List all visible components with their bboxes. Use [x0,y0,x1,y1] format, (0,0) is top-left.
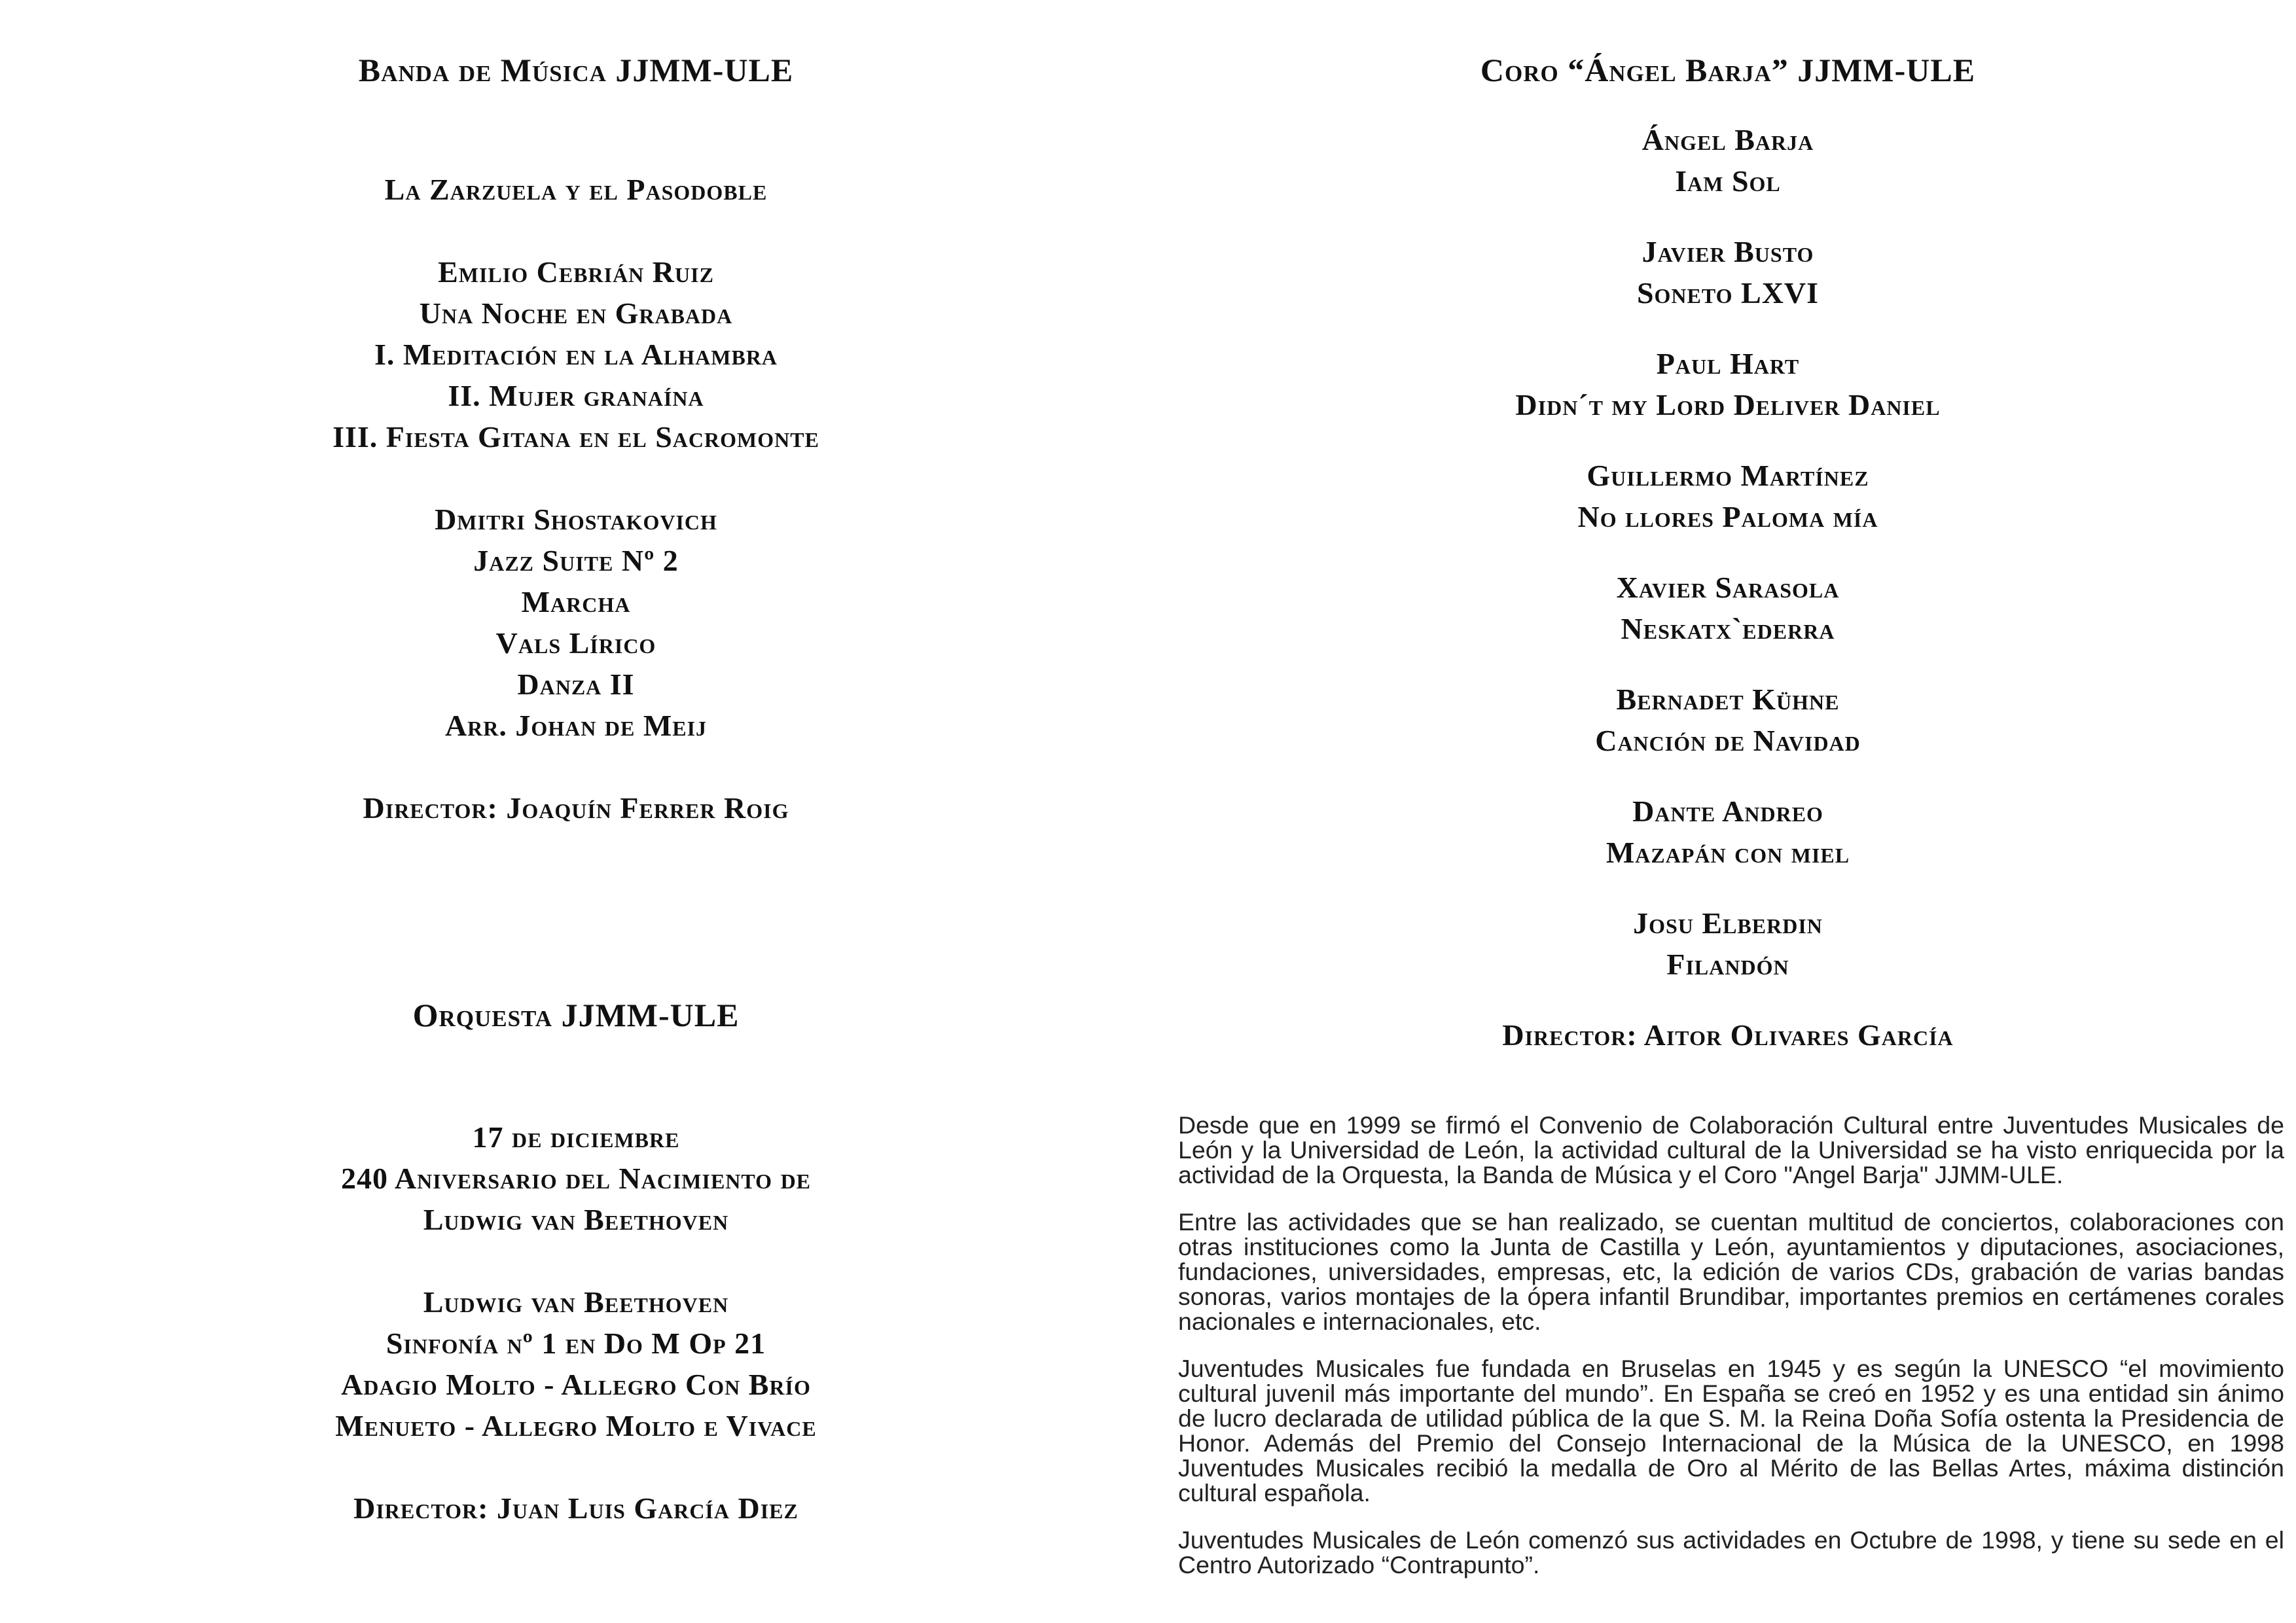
coro-work-3 [1368,343,2088,425]
banda-section [249,47,903,829]
right-page [1368,47,2088,1056]
work-title: No llores Paloma mía [1577,500,1878,533]
work-title: Didn´t my Lord Deliver Daniel [1515,388,1941,421]
work-movement: Marcha [521,585,631,618]
work-movement: I. Meditación en la Alhambra [374,338,778,371]
work-title: Soneto LXVI [1636,276,1820,310]
work-composer: Guillermo Martínez [1587,459,1869,492]
orquesta-work-title: Sinfonía nº 1 en Do M Op 21 [386,1327,766,1360]
orquesta-heading: Orquesta JJMM-ULE [412,997,740,1033]
coro-heading: Coro “Ángel Barja” JJMM-ULE [1480,52,1976,88]
work-title: Canción de Navidad [1595,724,1861,757]
about-paragraph: Entre las actividades que se han realizado, se cuentan multitud de conciertos, colaboraciones con otras instituciones como la Junta de Castilla y León, ayuntamientos y diputaciones, asociaciones, fundaciones, universidades, empresas, etc, la edición de varios CDs, grabación de varias bandas sonoras, varios montajes de la ópera infantil Brundibar, importantes premios en certámenes corales nacionales e internacionales, etc. [1178,1208,2284,1335]
work-title: Iam Sol [1675,164,1781,198]
coro-work-6 [1368,679,2088,761]
work-composer: Bernadet Kühne [1616,683,1840,716]
work-title: Filandón [1666,948,1789,981]
coro-director: Director: Aitor Olivares García [1502,1018,1954,1052]
about-paragraph: Juventudes Musicales fue fundada en Bruselas en 1945 y es según la UNESCO “el movimiento cultural juvenil más importante del mundo”. En España se creó en 1952 y es una entidad sin ánimo de lucro declarada de utilidad pública de la que S. M. la Reina Doña Sofía ostenta la Presidencia de Honor. Además del Premio del Consejo Internacional de la Música de la UNESCO, en 1998 Juventudes Musicales recibió la medalla de Oro al Mérito de las Bellas Artes, máxima distinción cultural española. [1178,1355,2284,1507]
work-composer: Javier Busto [1641,235,1814,268]
work-composer: Dante Andreo [1632,794,1823,828]
work-composer: Josu Elberdin [1633,906,1823,940]
work-arranger: Arr. Johan de Meij [444,709,708,742]
banda-program-title: La Zarzuela y el Pasodoble [384,173,768,206]
orquesta-composer: Ludwig van Beethoven [423,1285,729,1319]
banda-work-2 [249,499,903,746]
work-movement: Danza II [517,668,635,701]
work-movement: III. Fiesta Gitana en el Sacromonte [332,420,819,454]
orquesta-section [249,992,903,1529]
orquesta-movement: Adagio Molto - Allegro Con Brío [341,1368,811,1401]
orquesta-occasion-line2: Ludwig van Beethoven [423,1203,729,1236]
work-composer: Dmitri Shostakovich [435,503,717,536]
about-paragraph: Desde que en 1999 se firmó el Convenio de Colaboración Cultural entre Juventudes Musicales de León y la Universidad de León, la actividad cultural de la Universidad se ha visto enriquecida por la actividad de la Orquesta, la Banda de Música y el Coro "Angel Barja" JJMM-ULE. [1178,1111,2284,1188]
left-page [249,47,903,1529]
work-composer: Paul Hart [1656,347,1800,380]
about-text [1178,1113,2284,1599]
orquesta-occasion-line1: 240 Aniversario del Nacimiento de [340,1162,812,1195]
work-title: Jazz Suite Nº 2 [473,544,679,577]
coro-work-5 [1368,567,2088,649]
orquesta-date: 17 de diciembre [472,1120,680,1154]
work-composer: Ángel Barja [1641,123,1814,156]
work-movement: II. Mujer granaína [448,379,704,412]
work-composer: Xavier Sarasola [1616,571,1840,604]
orquesta-director: Director: Juan Luis García Diez [353,1491,798,1525]
banda-work-1 [249,251,903,457]
coro-work-1 [1368,119,2088,202]
work-title: Una Noche en Grabada [419,296,733,330]
work-composer: Emilio Cebrián Ruiz [438,255,714,289]
work-title: Mazapán con miel [1605,836,1850,869]
coro-work-4 [1368,455,2088,537]
banda-heading: Banda de Música JJMM-ULE [358,52,794,88]
about-paragraph: Juventudes Musicales de León comenzó sus actividades en Octubre de 1998, y tiene su sede en el Centro Autorizado “Contrapunto”. [1178,1526,2284,1578]
banda-director: Director: Joaquín Ferrer Roig [363,791,789,825]
coro-work-8 [1368,902,2088,985]
coro-work-2 [1368,231,2088,313]
coro-work-7 [1368,791,2088,873]
work-movement: Vals Lírico [495,626,656,660]
work-title: Neskatx`ederra [1621,612,1835,645]
orquesta-movement: Menueto - Allegro Molto e Vivace [335,1409,817,1442]
